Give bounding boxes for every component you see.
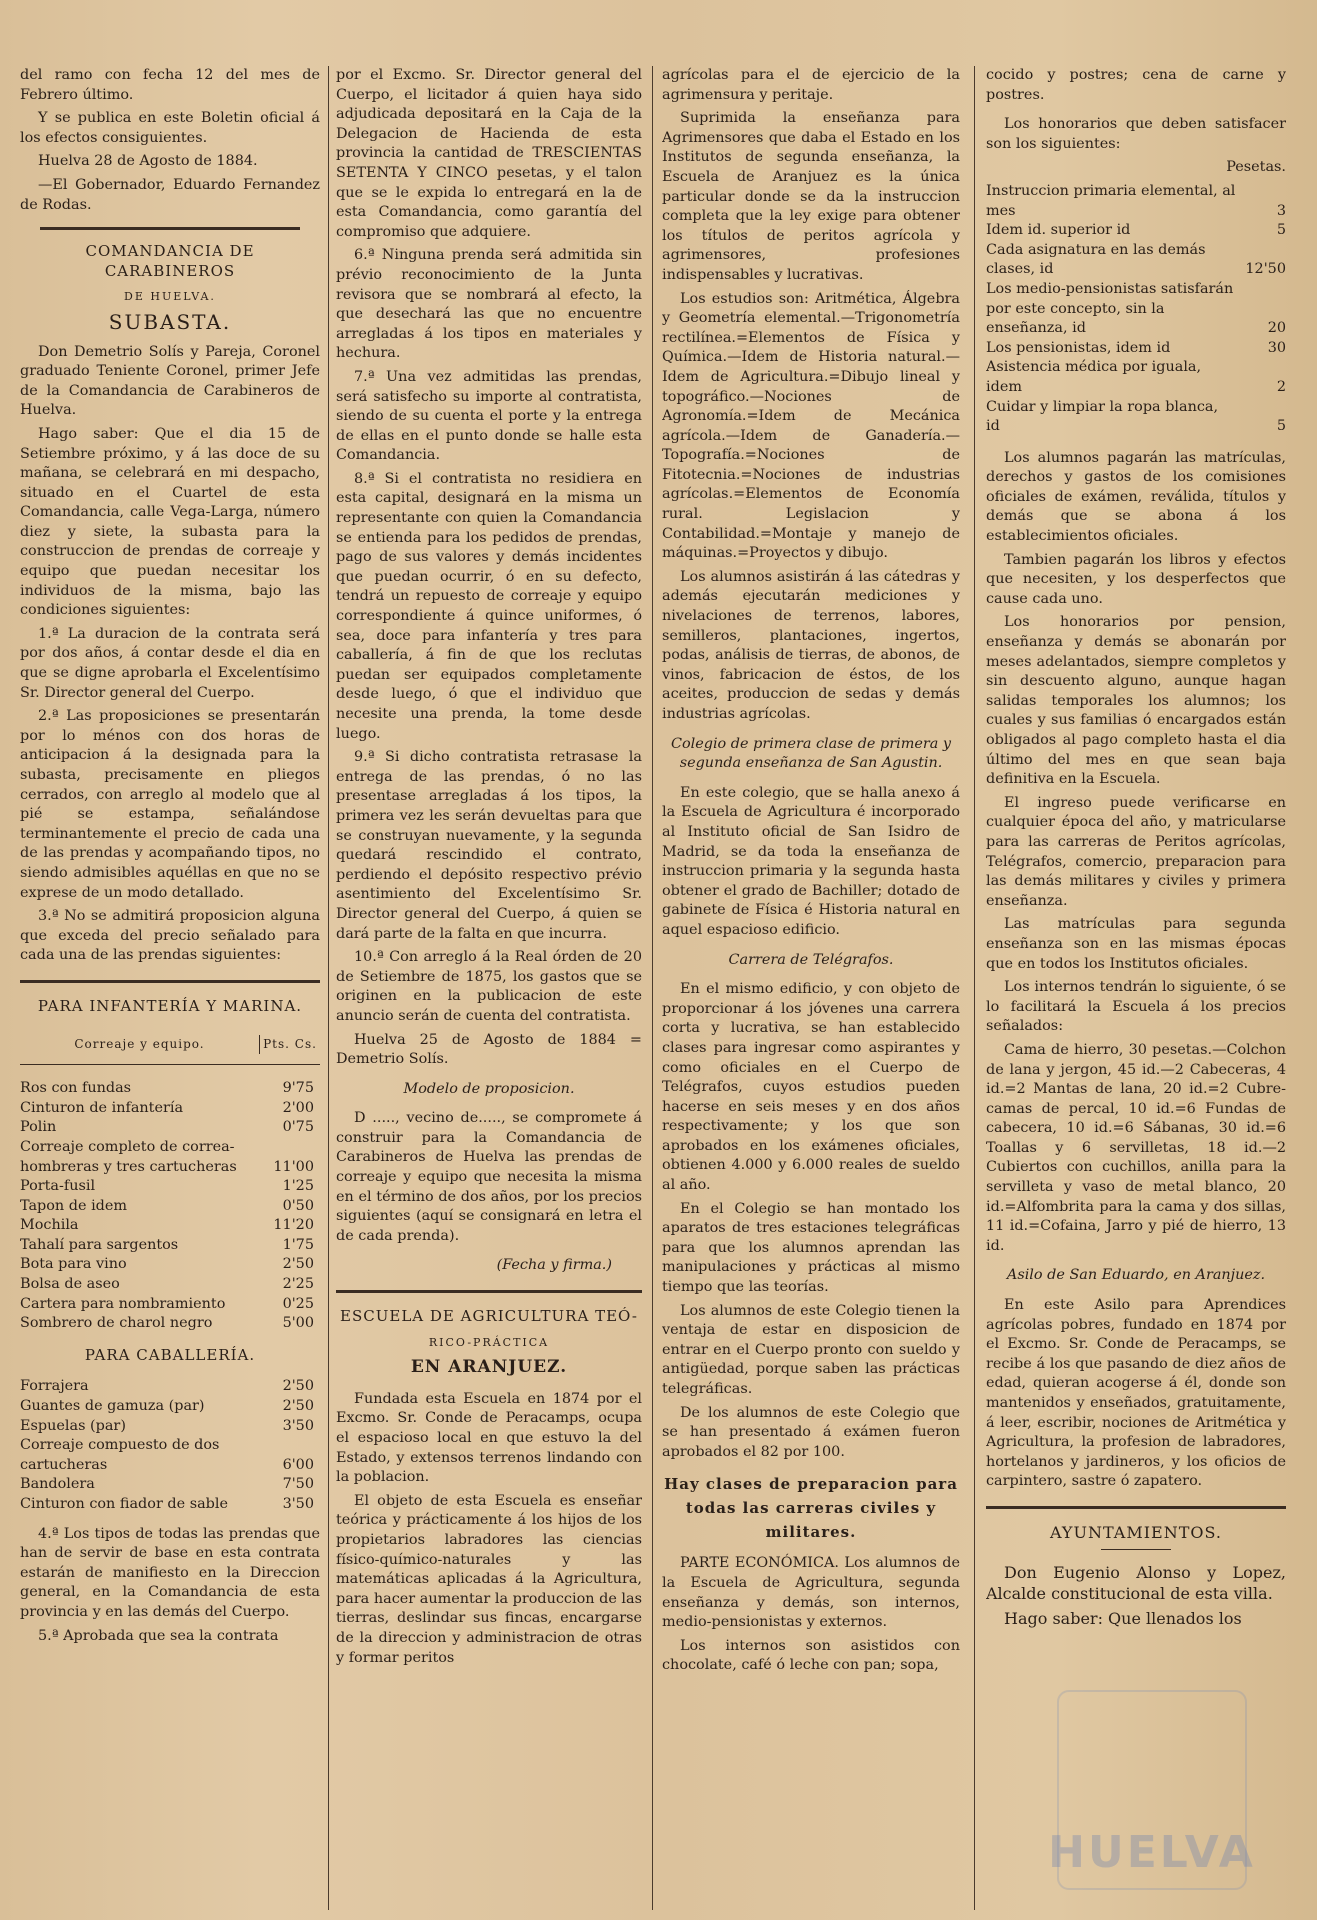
paragraph: En este Asilo para Aprendices agrícolas pobres, fundado en 1874 por el Excmo. Sr. Conde de Peracamps, se recibe á los que pasando de diez años de edad, quieran acogerse á él, donde son mantenidos y enseñados, gratuitamente, á leer, escribir, nociones de Aritmética y Agricultura, la profesion de labradores, hortelanos y jardineros, y los oficios de carpintero, sastre ó zapatero. xyxy=(986,1297,1286,1490)
divider xyxy=(1101,1549,1171,1550)
paragraph: Los honorarios por pension, enseñanza y demás se abonarán por meses adelantados, siempre completos y sin descuento alguno, aunque hagan salidas temporales los alumnos; los cuales y sus familias ó encargados están obligados al pago completo hasta el dia último del mes en que sean baja definitiva en la Escuela. xyxy=(986,614,1286,788)
price-row: Forrajera 2'50 xyxy=(20,1378,314,1395)
paragraph: 1.ª La duracion de la contrata será por dos años, á contar desde el dia en que se digne aprobarla el Excelentísimo Sr. Director general del Cuerpo. xyxy=(20,625,320,701)
column-3 xyxy=(662,66,960,1912)
paragraph: cocido y postres; cena de carne y postres. xyxy=(986,67,1286,103)
paragraph: 3.ª No se admitirá proposicion alguna que exceda del precio señalado para cada una de las prendas siguientes: xyxy=(20,908,320,964)
price-row: Guantes de gamuza (par) 2'50 xyxy=(20,1398,314,1415)
paragraph: Hago saber: Que el dia 15 de Setiembre próximo, y á las doce de su mañana, se celebrará en mi despacho, situado en el Cuartel de esta Comandancia, calle Vega-Larga, número diez y siete, la subasta para la construccion de prendas de correaje y equipo que puedan necesitar los individuos de la misma, bajo las condiciones siguientes: xyxy=(20,425,320,619)
fees-list xyxy=(986,182,1286,437)
price-list-caballeria xyxy=(20,1377,320,1514)
model-heading: Modelo de proposicion. xyxy=(403,1080,575,1097)
price-row: Bolsa de aseo 2'25 xyxy=(20,1276,314,1293)
paragraph: De los alumnos de este Colegio que se han presentado á exámen fueron aprobados el 82 por 100. xyxy=(662,1404,960,1460)
paragraph: 9.ª Si dicho contratista retrasase la entrega de las prendas, ó no las presentase arregladas á los tipos, la primera vez les serán devueltas para que se construyan nuevamente, y la segunda quedará rescindido el contrato, perdiendo el depósito respectivo prévio asentimiento del Excelentísimo Sr. Director general del Cuerpo, á quien se dará parte de la falta en que incurra. xyxy=(336,749,642,942)
paragraph: 4.ª Los tipos de todas las prendas que han de servir de base en esta contrata estarán de manifiesto en la Direccion general, en la Comandancia de esta provincia y en las demás del Cuerpo. xyxy=(20,1525,320,1620)
paragraph: PARTE ECONÓMICA. Los alumnos de la Escuela de Agricultura, segunda enseñanza y demás, son internos, medio-pensionistas y externos. xyxy=(662,1555,960,1631)
paragraph: Suprimida la enseñanza para Agrimensores que daba el Estado en los Institutos de segunda enseñanza, la Escuela de Aranjuez es la única particular donde se da la instruccion completa que la ley exige para obtener los títulos de peritos agrícola y agrimensores, profesiones indispensables y lucrativas. xyxy=(662,110,960,283)
paragraph: Los internos tendrán lo siguiente, ó se lo facilitará la Escuela á los precios señalados: xyxy=(986,979,1286,1035)
divider xyxy=(986,1506,1286,1509)
paragraph: El ingreso puede verificarse en cualquier época del año, y matricularse para las carreras de Peritos agrícolas, Telégrafos, comercio, preparacion para las demás militares y civiles y primera enseñanza. xyxy=(986,794,1286,909)
paragraph: Y se publica en este Boletin oficial á los efectos consiguientes. xyxy=(20,110,320,146)
table-header xyxy=(20,1031,320,1066)
paragraph: D ....., vecino de....., se compromete á construir para la Comandancia de Carabineros de Huelva las prendas de correaje y equipo que necesita la misma en el término de dos años, por los precios siguientes (aquí se consignará en letra el de cada prenda). xyxy=(336,1110,642,1244)
paragraph: 6.ª Ninguna prenda será admitida sin prévio reconocimiento de la Junta revisora que se nombrará al efecto, la que desechará las que no encuentre arregladas á los tipos en materiales y hechura. xyxy=(336,247,642,362)
paragraph: Don Demetrio Solís y Pareja, Coronel graduado Teniente Coronel, primer Jefe de la Comandancia de Carabineros de Huelva. xyxy=(20,343,320,419)
archive-watermark: HUELVA xyxy=(1057,1690,1247,1890)
paragraph: Cama de hierro, 30 pesetas.—Colchon de lana y jergon, 45 id.—2 Cabeceras, 4 id.=2 Mantas de lana, 20 id.=2 Cubre-camas de percal, 10 id.=6 Fundas de cabecera, 10 id.=6 Sábanas, 30 id.=6 Toallas y 6 servilletas, 18 id.—2 Cubiertos con cuchillos, anilla para la servilleta y vaso de metal blanco, 20 id.=Alfombrita para la cama y dos sillas, 11 id.=Cofaina, Jarro y pié de hierro, 13 id. xyxy=(986,1041,1286,1254)
paragraph: Los estudios son: Aritmética, Álgebra y Geometría elemental.—Trigonometría rectilínea.=Elementos de Física y Química.—Idem de Historia natural.—Idem de Agricultura.=Dibujo lineal y topográfico.—Nociones de Agronomía.=Idem de Mecánica agrícola.—Idem de Ganadería.—Topografía.=Nociones de Fitotecnia.=Nociones de industrias agrícolas.=Elementos de Economía rural. Legislacion y Contabilidad.=Montaje y manejo de máquinas.=Proyectos y dibujo. xyxy=(662,290,960,562)
paragraph: Don Eugenio Alonso y Lopez, Alcalde constitucional de esta villa. xyxy=(986,1562,1286,1603)
price-row: Ros con fundas 9'75 xyxy=(20,1080,314,1097)
price-row: Correaje compuesto de dos cartucheras 6'00 xyxy=(20,1437,314,1473)
divider xyxy=(20,980,320,983)
paragraph: Los internos son asistidos con chocolate, café ó leche con pan; sopa, xyxy=(662,1637,960,1674)
fee-row: Los pensionistas, idem id 30 xyxy=(986,339,1286,356)
paragraph: 8.ª Si el contratista no residiera en esta capital, designará en la misma un representante con quien la Comandancia se entienda para los pedidos de prendas, pago de sus valores y demás incidentes que puedan ocurrir, ó en su defecto, tendrá un repuesto de correaje y equipo correspondiente á quince uniformes, ó sea, doce para infantería y tres para caballería, á fin de que los reclutas puedan ser equipados completamente desde luego, ó que el individuo que necesite una prenda, la tome desde luego. xyxy=(336,470,642,742)
paragraph: Los alumnos pagarán las matrículas, derechos y gastos de los comisiones oficiales de exámen, reválida, títulos y demás que se abona á los establecimientos oficiales. xyxy=(986,449,1286,545)
paragraph: El objeto de esta Escuela es enseñar teórica y prácticamente á los hijos de los propietarios labradores las ciencias físico-químico-naturales y las matemáticas aplicadas á la Agricultura, para hacer aumentar la produccion de las tierras, deslindar sus fincas, encargarse de la direccion y administracion de otras y formar peritos xyxy=(336,1492,642,1666)
paragraph: En el Colegio se han montado los aparatos de tres estaciones telegráficas para que los alumnos aprendan las manipulaciones y prácticas al mismo tiempo que las teorías. xyxy=(662,1200,960,1296)
signature: —El Gobernador, Eduardo Fernandez de Rodas. xyxy=(20,176,320,213)
table-title: PARA INFANTERÍA Y MARINA. xyxy=(37,996,303,1015)
price-list-infanteria xyxy=(20,1079,320,1334)
fee-row: Cuidar y limpiar la ropa blanca, id 5 xyxy=(986,398,1286,435)
divider xyxy=(336,1290,642,1293)
bold-notice: Hay clases de preparacion para todas las carreras civiles y militares. xyxy=(664,1475,958,1542)
paragraph: 2.ª Las proposiciones se presentarán por lo ménos con dos horas de anticipacion á la designada para la subasta, precisamente en pliegos cerrados, con arreglo al modelo que al pié se estampa, señalándose terminantemente el precio de cada una de las prendas y acompañando tipos, no siendo admisibles aquéllas en que no se exprese de un modo detallado. xyxy=(20,708,320,901)
section-heading: ESCUELA DE AGRICULTURA TEÓ- xyxy=(340,1307,638,1326)
column-rule xyxy=(652,66,653,1910)
price-row: Tapon de idem 0'50 xyxy=(20,1197,314,1214)
divider xyxy=(40,227,300,230)
paragraph: 7.ª Una vez admitidas las prendas, será satisfecho su importe al contratista, siendo de su cuenta el porte y la entrega de ellas en el punto donde se halle esta Comandancia. xyxy=(336,368,642,464)
fee-row: Cada asignatura en las demás clases, id 12'50 xyxy=(986,241,1286,278)
price-row: Cartera para nombramiento 0'25 xyxy=(20,1295,314,1312)
date-signature: Huelva 25 de Agosto de 1884 = Demetrio Solís. xyxy=(336,1031,642,1068)
column-rule xyxy=(974,66,975,1910)
paragraph: 10.ª Con arreglo á la Real órden de 20 de Setiembre de 1875, los gastos que se originen en la publicacion de este anuncio serán de cuenta del contratista. xyxy=(336,949,642,1024)
column-4 xyxy=(986,66,1286,1912)
column-1 xyxy=(20,66,320,1912)
paragraph: Las matrículas para segunda enseñanza son en las mismas épocas que en todos los Institutos oficiales. xyxy=(986,916,1286,972)
section-heading: Asilo de San Eduardo, en Aranjuez. xyxy=(1006,1267,1266,1284)
place-date: Huelva 28 de Agosto de 1884. xyxy=(38,153,258,170)
price-row: Tahalí para sargentos 1'75 xyxy=(20,1236,314,1253)
paragraph: 5.ª Aprobada que sea la contrata xyxy=(38,1627,279,1644)
paragraph: Los alumnos de este Colegio tienen la ventaja de estar en disposicion de entrar en el Cuerpo pronto con sueldo y antigüedad, porque saben las prácticas telegráficas. xyxy=(662,1302,960,1397)
fee-row: Los medio-pensionistas satisfarán por este concepto, sin la enseñanza, id 20 xyxy=(986,280,1286,337)
column-2 xyxy=(336,66,642,1912)
paragraph: En el mismo edificio, y con objeto de proporcionar á los jóvenes una carrera corta y lucrativa, se han establecido clases para ingresar como aspirantes y como oficiales en el Cuerpo de Telégrafos, cuyos estudios pueden hacerse en seis meses y en dos años respectivamente; y los que son aprobados en los exámenes oficiales, obtienen 4.000 y 6.000 reales de sueldo al año. xyxy=(662,981,960,1194)
price-row: Bandolera 7'50 xyxy=(20,1476,314,1493)
price-row: Porta-fusil 1'25 xyxy=(20,1178,314,1195)
date-signature-placeholder: (Fecha y firma.) xyxy=(496,1257,612,1274)
column-header: Pts. Cs. xyxy=(259,1035,320,1055)
fee-row: Idem id. superior id 5 xyxy=(986,222,1286,239)
price-row: Correaje completo de correa-hombreras y tres cartucheras 11'00 xyxy=(20,1138,314,1175)
section-title: SUBASTA. xyxy=(108,309,232,334)
price-row: Polin 0'75 xyxy=(20,1119,314,1136)
paragraph: Los alumnos asistirán á las cátedras y además ejecutarán mediciones y nivelaciones de terrenos, labores, semilleros, plantaciones, ingertos, podas, análisis de tierras, de abonos, de vinos, fabricacion de éstos, de los aceites, produccion de sedas y demás industrias agrícolas. xyxy=(662,568,960,722)
paragraph: Los honorarios que deben satisfacer son los siguientes: xyxy=(986,116,1286,152)
fee-row: Instruccion primaria elemental, al mes 3 xyxy=(986,182,1286,219)
paragraph: Hago saber: Que llenados los xyxy=(1004,1608,1242,1628)
paragraph: Fundada esta Escuela en 1874 por el Excmo. Sr. Conde de Peracamps, ocupa el espacioso local en que estuvo la del Estado, y extensos terrenos lindando con la poblacion. xyxy=(336,1390,642,1486)
paragraph: En este colegio, que se halla anexo á la Escuela de Agricultura é incorporado al Instituto oficial de San Isidro de Madrid, se da toda la enseñanza de instruccion primaria y la segunda hasta obtener el grado de Bachiller; dotado de gabinete de Física é Historia natural en aquel espacioso edificio. xyxy=(662,784,960,938)
column-header: Correaje y equipo. xyxy=(74,1036,205,1051)
table-title: PARA CABALLERÍA. xyxy=(84,1345,256,1364)
fees-header: Pesetas. xyxy=(1226,159,1286,176)
section-heading: Colegio de primera clase de primera y segunda enseñanza de San Agustin. xyxy=(670,735,952,772)
fee-row: Asistencia médica por iguala, idem 2 xyxy=(986,359,1286,395)
price-row: Bota para vino 2'50 xyxy=(20,1256,314,1273)
paragraph: agrícolas para el de ejercicio de la agrimensura y peritaje. xyxy=(662,67,960,103)
section-title: AYUNTAMIENTOS. xyxy=(1050,1522,1222,1542)
section-heading: COMANDANCIA DE CARABINEROS xyxy=(85,242,255,280)
price-row: Mochila 11'20 xyxy=(20,1217,314,1234)
paragraph: por el Excmo. Sr. Director general del Cuerpo, el licitador á quien haya sido adjudicada depositará en la Caja de la Delegacion de Hacienda de esta provincia la cantidad de TRESCIENTAS SETENTA Y CINCO pesetas, y el talon que se le expida lo entregará en la de esta Comandancia, como garantía del compromiso que adquiere. xyxy=(336,67,642,240)
section-heading: Carrera de Telégrafos. xyxy=(728,951,894,968)
paragraph: del ramo con fecha 12 del mes de Febrero último. xyxy=(20,67,320,103)
paragraph: Tambien pagarán los libros y efectos que necesiten, y los desperfectos que cause cada uno. xyxy=(986,551,1286,607)
price-row: Sombrero de charol negro 5'00 xyxy=(20,1315,314,1332)
price-row: Espuelas (par) 3'50 xyxy=(20,1417,314,1434)
price-row: Cinturon con fiador de sable 3'50 xyxy=(20,1496,314,1512)
section-subheading: DE HUELVA. xyxy=(124,290,216,304)
price-row: Cinturon de infantería 2'00 xyxy=(20,1099,314,1116)
column-rule xyxy=(328,66,329,1910)
section-title: EN ARANJUEZ. xyxy=(410,1357,568,1378)
section-subheading: RICO-PRÁCTICA xyxy=(428,1335,550,1349)
